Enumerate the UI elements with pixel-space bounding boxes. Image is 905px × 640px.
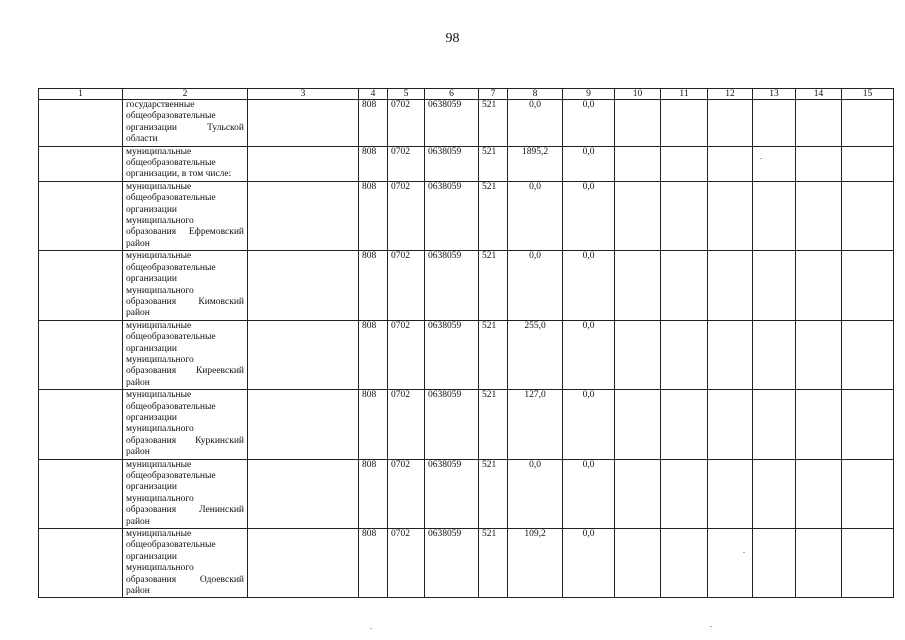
cell-name [123, 529, 248, 598]
name-line: муниципального [126, 424, 194, 435]
cell-col-8: 127,0 [508, 390, 563, 459]
header-cell: 10 [615, 89, 661, 100]
cell-col-3 [248, 390, 359, 459]
cell-col-6: 0638059 [425, 181, 479, 250]
cell-col-6: 0638059 [425, 146, 479, 181]
cell-col-11 [661, 181, 708, 250]
name-line: муниципальные [126, 459, 192, 470]
cell-col-5: 0702 [388, 181, 425, 250]
table-row [39, 529, 894, 598]
cell-col-7: 521 [479, 251, 508, 320]
cell-col-14 [796, 251, 842, 320]
cell-col-4: 808 [359, 390, 388, 459]
cell-col-14 [796, 320, 842, 389]
cell-col-12 [708, 390, 753, 459]
cell-col-3 [248, 459, 359, 528]
cell-name [123, 251, 248, 320]
cell-col-8: 0,0 [508, 100, 563, 147]
cell-col-15 [842, 146, 894, 181]
name-line: организации [126, 482, 178, 493]
cell-col-6: 0638059 [425, 251, 479, 320]
name-line: муниципальные [126, 146, 192, 157]
cell-col-14 [796, 181, 842, 250]
cell-col-8: 0,0 [508, 181, 563, 250]
header-cell: 3 [248, 89, 359, 100]
cell-col-5: 0702 [388, 459, 425, 528]
table-row [39, 320, 894, 389]
cell-col-13 [753, 251, 796, 320]
name-line: организации [126, 343, 178, 354]
name-line: организации [126, 412, 178, 423]
name-line: организации Тульской [126, 122, 244, 133]
cell-col-10 [615, 459, 661, 528]
name-line: муниципального [126, 563, 194, 574]
table-row [39, 251, 894, 320]
cell-col-8: 1895,2 [508, 146, 563, 181]
cell-col-10 [615, 320, 661, 389]
cell-col-4: 808 [359, 459, 388, 528]
scan-speck [760, 158, 762, 159]
name-line: образования Одоевский [126, 574, 244, 585]
name-line: район [126, 377, 150, 388]
cell-col-12 [708, 529, 753, 598]
name-line: государственные [126, 100, 195, 110]
header-cell: 9 [563, 89, 615, 100]
cell-col-6: 0638059 [425, 390, 479, 459]
cell-col-14 [796, 529, 842, 598]
cell-col-6: 0638059 [425, 529, 479, 598]
cell-col-7: 521 [479, 100, 508, 147]
name-line: муниципального [126, 493, 194, 504]
name-line: образования Куркинский [126, 435, 244, 446]
cell-col-11 [661, 100, 708, 147]
cell-col-4: 808 [359, 146, 388, 181]
cell-col-8: 0,0 [508, 251, 563, 320]
cell-name [123, 459, 248, 528]
cell-col-14 [796, 146, 842, 181]
name-line: муниципального [126, 354, 194, 365]
header-cell: 14 [796, 89, 842, 100]
cell-col-14 [796, 459, 842, 528]
cell-col-7: 521 [479, 320, 508, 389]
cell-col-5: 0702 [388, 100, 425, 147]
cell-col-1 [39, 100, 123, 147]
table-row [39, 390, 894, 459]
scan-speck [370, 628, 372, 629]
name-line: муниципальные [126, 181, 192, 192]
name-line: общеобразовательные [126, 262, 216, 273]
header-cell: 15 [842, 89, 894, 100]
cell-col-4: 808 [359, 100, 388, 147]
cell-col-1 [39, 459, 123, 528]
cell-col-6: 0638059 [425, 100, 479, 147]
name-line: образования Кимовский [126, 296, 244, 307]
cell-name [123, 181, 248, 250]
cell-col-1 [39, 320, 123, 389]
cell-col-3 [248, 529, 359, 598]
cell-col-5: 0702 [388, 320, 425, 389]
cell-col-11 [661, 459, 708, 528]
name-line: муниципального [126, 285, 194, 296]
cell-col-11 [661, 529, 708, 598]
cell-col-10 [615, 100, 661, 147]
name-line: муниципальные [126, 320, 192, 331]
cell-col-8: 0,0 [508, 459, 563, 528]
table-row [39, 459, 894, 528]
cell-col-8: 255,0 [508, 320, 563, 389]
header-cell: 12 [708, 89, 753, 100]
cell-col-4: 808 [359, 529, 388, 598]
table-row [39, 146, 894, 181]
cell-col-15 [842, 529, 894, 598]
cell-name [123, 100, 248, 147]
cell-col-12 [708, 251, 753, 320]
name-line: общеобразовательные [126, 332, 216, 343]
cell-col-15 [842, 181, 894, 250]
cell-col-11 [661, 251, 708, 320]
name-line: муниципального [126, 216, 194, 227]
cell-col-5: 0702 [388, 529, 425, 598]
name-line: муниципальные [126, 390, 192, 401]
cell-col-9: 0,0 [563, 529, 615, 598]
cell-col-9: 0,0 [563, 459, 615, 528]
name-line: общеобразовательные [126, 193, 216, 204]
cell-name [123, 390, 248, 459]
cell-col-9: 0,0 [563, 320, 615, 389]
cell-col-15 [842, 390, 894, 459]
header-cell: 11 [661, 89, 708, 100]
cell-col-7: 521 [479, 146, 508, 181]
cell-col-3 [248, 320, 359, 389]
header-cell: 5 [388, 89, 425, 100]
cell-col-9: 0,0 [563, 146, 615, 181]
cell-col-3 [248, 146, 359, 181]
table-row [39, 100, 894, 147]
cell-col-9: 0,0 [563, 390, 615, 459]
header-cell: 8 [508, 89, 563, 100]
header-row [39, 89, 894, 100]
cell-col-7: 521 [479, 390, 508, 459]
page-number: 98 [445, 31, 460, 46]
cell-col-12 [708, 181, 753, 250]
cell-col-12 [708, 320, 753, 389]
cell-col-4: 808 [359, 181, 388, 250]
cell-col-5: 0702 [388, 146, 425, 181]
cell-col-1 [39, 390, 123, 459]
name-line: общеобразовательные [126, 471, 216, 481]
cell-col-8: 109,2 [508, 529, 563, 598]
cell-name [123, 320, 248, 389]
cell-col-10 [615, 181, 661, 250]
table-row [39, 181, 894, 250]
cell-col-12 [708, 146, 753, 181]
cell-col-1 [39, 146, 123, 181]
name-line: организации, в том числе: [126, 169, 232, 180]
header-cell: 13 [753, 89, 796, 100]
cell-col-6: 0638059 [425, 459, 479, 528]
cell-col-13 [753, 459, 796, 528]
cell-col-14 [796, 100, 842, 147]
cell-col-13 [753, 529, 796, 598]
cell-col-1 [39, 529, 123, 598]
cell-col-11 [661, 146, 708, 181]
budget-table [38, 88, 894, 598]
cell-col-10 [615, 146, 661, 181]
cell-col-13 [753, 146, 796, 181]
cell-col-7: 521 [479, 181, 508, 250]
name-line: организации [126, 274, 178, 285]
cell-col-11 [661, 390, 708, 459]
cell-col-1 [39, 181, 123, 250]
name-line: муниципальные [126, 251, 192, 262]
cell-col-15 [842, 459, 894, 528]
name-line: район [126, 238, 150, 249]
name-line: общеобразовательные [126, 401, 216, 412]
name-line: район [126, 308, 150, 319]
header-cell: 4 [359, 89, 388, 100]
cell-col-6: 0638059 [425, 320, 479, 389]
cell-col-10 [615, 529, 661, 598]
header-cell: 2 [123, 89, 248, 100]
cell-col-5: 0702 [388, 390, 425, 459]
cell-col-13 [753, 181, 796, 250]
cell-col-3 [248, 251, 359, 320]
cell-col-3 [248, 181, 359, 250]
name-line: общеобразовательные [126, 111, 216, 122]
cell-col-13 [753, 100, 796, 147]
cell-col-9: 0,0 [563, 100, 615, 147]
name-line: образования Ленинский [126, 505, 244, 516]
name-line: район [126, 516, 150, 527]
cell-col-15 [842, 320, 894, 389]
cell-col-15 [842, 251, 894, 320]
cell-col-13 [753, 320, 796, 389]
name-line: организации [126, 551, 178, 562]
cell-col-1 [39, 251, 123, 320]
cell-col-14 [796, 390, 842, 459]
header-cell: 7 [479, 89, 508, 100]
name-line: организации [126, 204, 178, 215]
name-line: общеобразовательные [126, 540, 216, 551]
name-line: образования Киреевский [126, 366, 244, 377]
cell-name [123, 146, 248, 181]
table-body [39, 100, 894, 598]
name-line: общеобразовательные [126, 158, 216, 169]
cell-col-9: 0,0 [563, 251, 615, 320]
cell-col-4: 808 [359, 320, 388, 389]
scan-speck [743, 552, 745, 553]
cell-col-10 [615, 251, 661, 320]
cell-col-13 [753, 390, 796, 459]
scan-speck [710, 626, 712, 627]
cell-col-3 [248, 100, 359, 147]
cell-col-12 [708, 459, 753, 528]
cell-col-4: 808 [359, 251, 388, 320]
cell-col-10 [615, 390, 661, 459]
header-cell: 6 [425, 89, 479, 100]
cell-col-7: 521 [479, 529, 508, 598]
cell-col-15 [842, 100, 894, 147]
cell-col-5: 0702 [388, 251, 425, 320]
name-line: муниципальные [126, 529, 192, 540]
cell-col-12 [708, 100, 753, 147]
cell-col-9: 0,0 [563, 181, 615, 250]
cell-col-11 [661, 320, 708, 389]
cell-col-7: 521 [479, 459, 508, 528]
name-line: район [126, 447, 150, 458]
name-line: район [126, 586, 150, 597]
name-line: области [126, 134, 158, 145]
header-cell: 1 [39, 89, 123, 100]
name-line: образования Ефремовский [126, 227, 244, 238]
